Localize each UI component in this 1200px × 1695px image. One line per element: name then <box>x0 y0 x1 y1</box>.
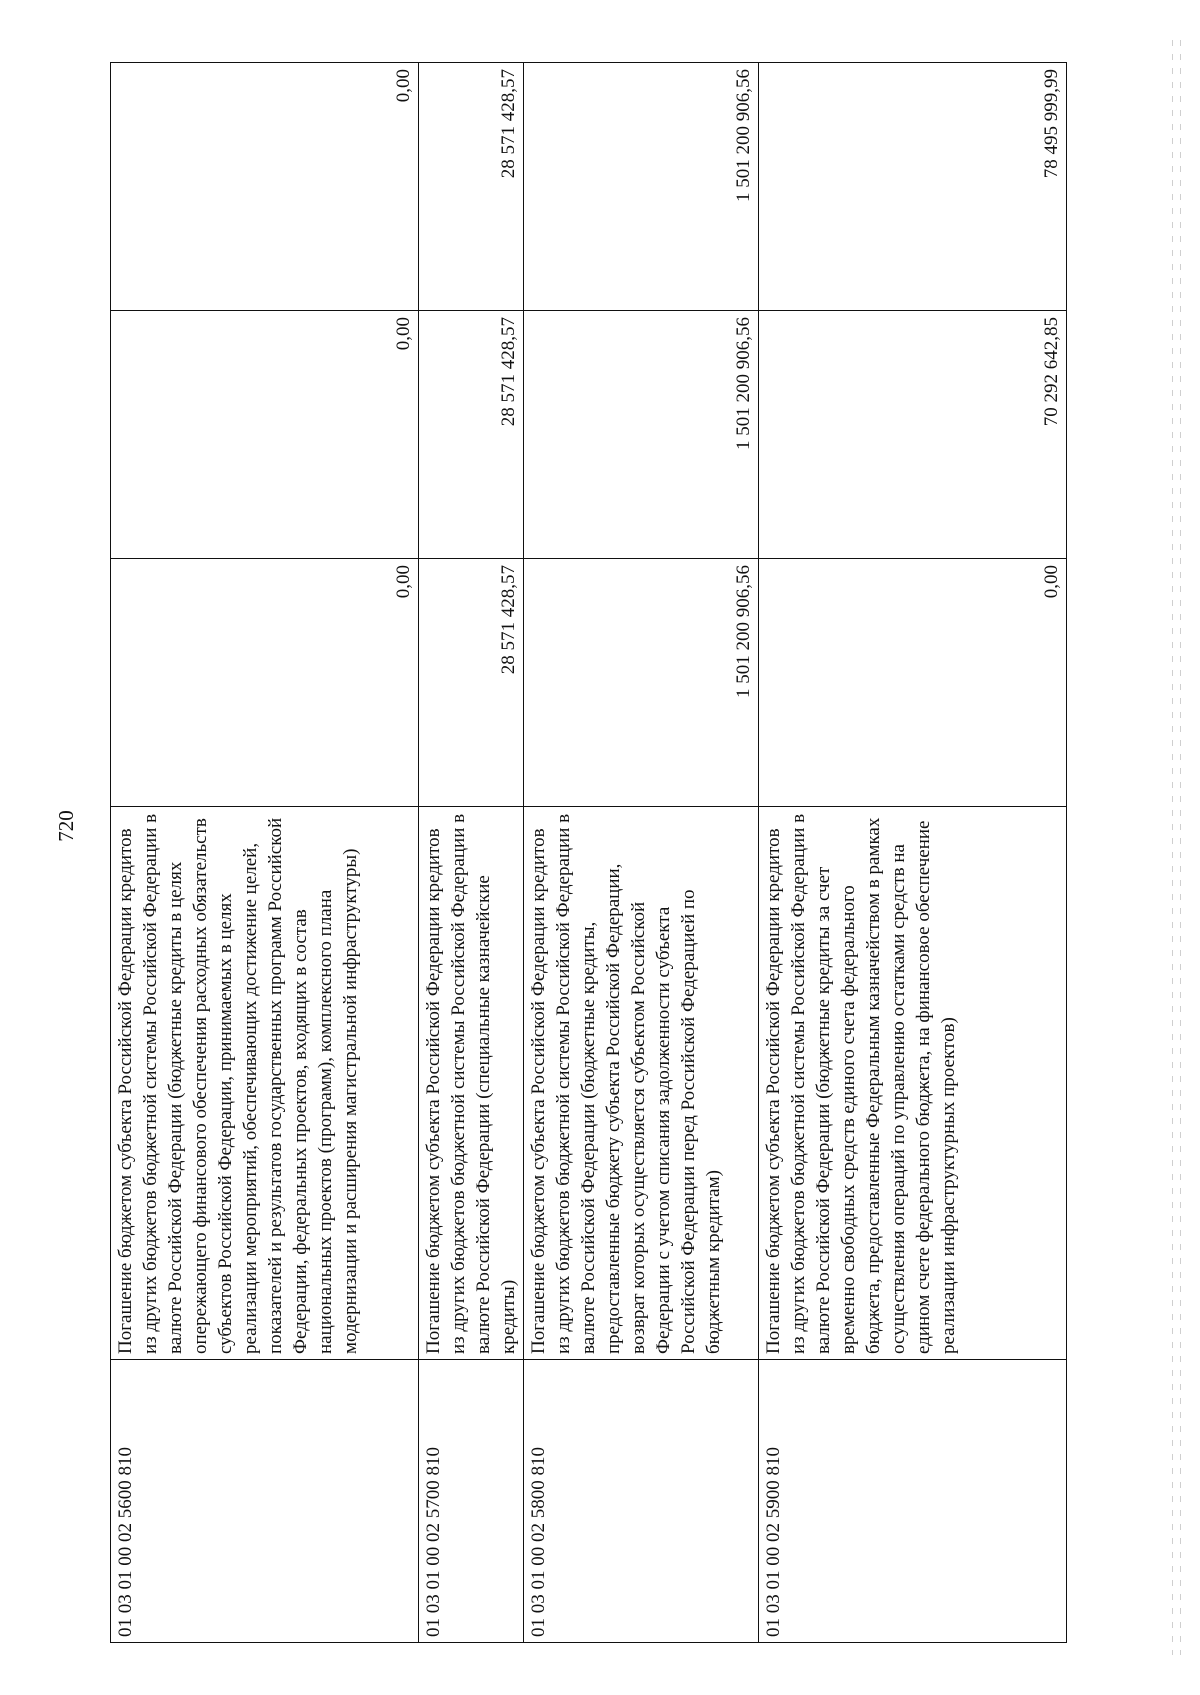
table-row <box>111 63 419 1643</box>
row-code: 01 03 01 00 02 5700 810 <box>419 1360 524 1643</box>
row-code: 01 03 01 00 02 5800 810 <box>524 1360 759 1643</box>
table-row <box>524 63 759 1643</box>
row-value-2: 28 571 428,57 <box>419 311 524 559</box>
rotated-table-container <box>110 63 1072 1643</box>
scan-edge-mark <box>1180 40 1181 1655</box>
table-row <box>759 63 1067 1643</box>
page-number: 720 <box>54 810 78 842</box>
scan-edge-mark <box>1172 40 1173 1655</box>
budget-table <box>110 62 1067 1643</box>
row-value-3: 1 501 200 906,56 <box>524 63 759 311</box>
row-value-3: 28 571 428,57 <box>419 63 524 311</box>
row-description: Погашение бюджетом субъекта Российской Федерации кредитов из других бюджетов бюджетной системы Российской Федерации в валюте Российской Федерации (бюджетные кредиты в целях опережающего финансового обеспечения расходных обязательств субъектов Российской Федерации, принимаемых в целях реализации мероприятий, обеспечивающих достижение целей, показателей и результатов государственных программ Российской Федерации, федеральных проектов, входящих в состав национальных проектов (программ), комплексного плана модернизации и расширения магистральной инфраструктуры) <box>111 807 419 1360</box>
table-row <box>419 63 524 1643</box>
row-code: 01 03 01 00 02 5900 810 <box>759 1360 1067 1643</box>
row-description: Погашение бюджетом субъекта Российской Федерации кредитов из других бюджетов бюджетной системы Российской Федерации в валюте Российской Федерации (специальные казначейские кредиты) <box>419 807 524 1360</box>
row-value-2: 0,00 <box>111 311 419 559</box>
row-description: Погашение бюджетом субъекта Российской Федерации кредитов из других бюджетов бюджетной системы Российской Федерации в валюте Российской Федерации (бюджетные кредиты, предоставленные бюджету субъекта Российской Федерации, возврат которых осуществляется субъектом Российской Федерации с учетом списания задолженности субъекта Российской Федерации перед Российской Федерацией по бюджетным кредитам) <box>524 807 759 1360</box>
row-value-3: 78 495 999,99 <box>759 63 1067 311</box>
row-value-1: 0,00 <box>759 559 1067 807</box>
row-value-3: 0,00 <box>111 63 419 311</box>
row-value-1: 0,00 <box>111 559 419 807</box>
row-value-1: 1 501 200 906,56 <box>524 559 759 807</box>
row-description: Погашение бюджетом субъекта Российской Федерации кредитов из других бюджетов бюджетной системы Российской Федерации в валюте Российской Федерации (бюджетные кредиты за счет временно свободных средств единого счета федерального бюджета, предоставленные Федеральным казначейством в рамках осуществления операций по управлению остатками средств на едином счете федерального бюджета, на финансовое обеспечение реализации инфраструктурных проектов) <box>759 807 1067 1360</box>
row-value-2: 70 292 642,85 <box>759 311 1067 559</box>
row-value-1: 28 571 428,57 <box>419 559 524 807</box>
row-value-2: 1 501 200 906,56 <box>524 311 759 559</box>
row-code: 01 03 01 00 02 5600 810 <box>111 1360 419 1643</box>
